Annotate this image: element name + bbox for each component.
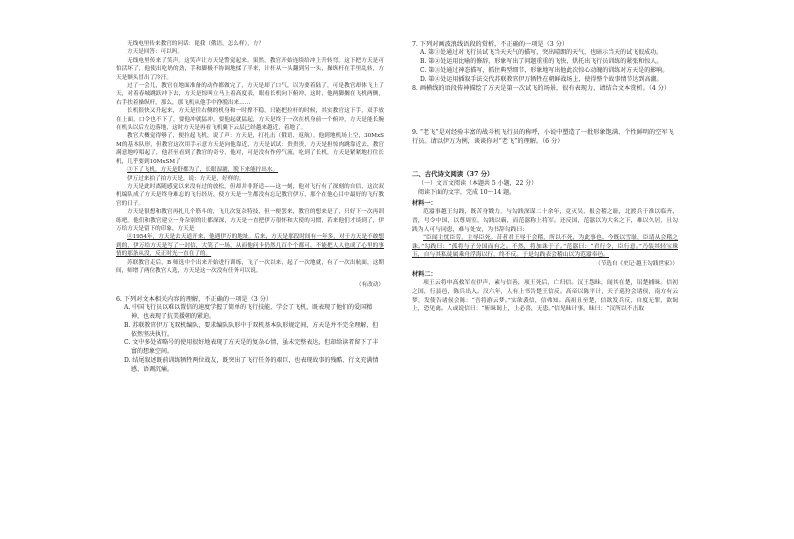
passage-paragraph: 无线电里传来教官的问话：琵我（俄语，怎么样），方？ bbox=[127, 41, 265, 47]
section-title: 二、古代诗文阅读（37 分） bbox=[412, 170, 494, 178]
question-8: 8. 画横线的语段传神描绘了方天是第一次试飞的场景，很有表现力，请结合文本赏析。（4 分） bbox=[412, 85, 671, 93]
passage-source: （有改动） bbox=[356, 281, 384, 288]
question-6 bbox=[116, 295, 384, 375]
classical-reading-section bbox=[412, 170, 678, 314]
passage-paragraph: 方天是回答：可以吗。 bbox=[127, 49, 183, 56]
question-option: D. 结尾叙述既前训练牺牲两位战友，既突出了飞行任务的艰巨，也表现故事的残酷、行文充满情感、语调沉痛。 bbox=[124, 356, 379, 373]
story-passage bbox=[116, 40, 384, 289]
question-option: B. 第②处运用比喻的修辞，形象写出了问题重重的飞快，烘托出飞行员训练的紧张和惊人。 bbox=[420, 58, 663, 65]
question-option: A. 中国飞行员以难以置信的速度学握了简单的飞行技能，学会了飞机，既表现了他们的爱国精神，也表现了抗美援朝的紧迫。 bbox=[124, 304, 373, 320]
passage-paragraph: 方天是此时离随感觉以来没有过的放松，但却并非舒适——这一刻，他对飞行有了深刻的自信，这次双机编队成了方天是终身难忘的飞行经历，使方天是一生都没有忘记教官伊万，那个在他心目中最好的飞行教官的日子。 bbox=[116, 183, 384, 207]
material-1-title: 材料一： bbox=[412, 200, 437, 208]
right-column bbox=[412, 40, 678, 314]
question-stem: 6. 下列对文本相关内容的理解，不正确的一项是（3 分） bbox=[116, 295, 273, 303]
passage-paragraph: 教官大概觉得够了，便拉起飞机，说了声：方天是，打扎击（俄语，返航）。他到地机场上空，30MxSM的基本队形，但教官这次用手示意方天是向他靠近，方天是试试：贵贵贵，方天是担惊肉跳靠近去，教官满意地哼唱起了，他甚至看到了教官的奇兮，他对，可是没有作停气流，吃到了长机，方天是紧紧地打住长机，几乎要到10MxSM了 bbox=[116, 133, 384, 165]
passage-paragraph: 长机很快又升起来，方天是往右侧的机身和一时撑不稳，只能把拉杆的时候，其实教官这下手，双手放在上面，口令也不下了，要他冲就猛冲，要他起就猛起，方天是终于一次在机身前一个俯冲，方天是能长腕在机头以后左边落地，这时方天是再看飞机翼下云层已经越来越近，着地了。 bbox=[116, 108, 384, 132]
passage-paragraph: 苏联教官走后，B 师选中个出来开始进行训练，飞了一次以来，起了一次地就，有了一次出航面，这期间，师增了两位教官人选，方天是这一次没有任务可以说。 bbox=[116, 259, 384, 274]
question-9: 9. “老飞”是对经验丰富的战斗机飞行员的称呼，小说中塑造了一批形象饱满、个性鲜明的空军飞行员。请以伊万为例，谈谈你对“老飞”的理解。（6 分） bbox=[412, 128, 674, 145]
answer-space bbox=[412, 94, 678, 128]
section-instruction: 阅读下面的文字，完成 10～14 题。 bbox=[418, 189, 516, 197]
material-1-source: （节选自《史记·越王勾践世家》） bbox=[595, 260, 678, 267]
passage-paragraph-underlined: ④1954年，方天是去天道开来，他遇伊万的地址。后来，方天是那段时间有一年多，对于方天是不敢想到的，伊万给方天是写了一封信，大笑了一场，从而他问卡仍然几百个个都可，不能把人人也成了心里的事情的那条从没，反正时光一直在了的。 bbox=[116, 234, 384, 258]
classical-paragraph: 范嚣事越王勾践，既苦身戮力，与勾践深谋二十余年，竟灭吴，报会稽之耻，北渡兵于淮以临齐、晋，号令中国，以尊周室，勾践以霸，而范嚣称上将军。还反国，范嚣以为大名之下，难以久居，且勾践为人可与同患，难与处安，为书辞勾践曰： bbox=[412, 209, 678, 233]
question-option: C. 第③处通过神态描写，抓住典型细节，形象地写出他此次惊心动魄的训练对方天是的影响。 bbox=[420, 66, 669, 74]
question-option: B. 苏联教官伊万飞双机编队，要求编队队形中于双机基本队形规定间，方天是并不完全理解，但依然坚决执行。 bbox=[124, 321, 379, 338]
material-2-title: 材料二： bbox=[412, 271, 437, 279]
left-column bbox=[116, 40, 384, 375]
passage-paragraph: 过了一会儿，教官在地面准备的动作都做完了，方天是却了口气，以为要着陆了，可是教官却体飞上了天，对着春城跳跃冲下去，方天是惊叫立马上着高度表，眼看长机向下俯冲，这时，他两脚搁在飞机两侧，右手扶着操纵杆，那么，那飞机从他手中挣脱出来…… bbox=[116, 83, 384, 106]
question-stem: 7. 下列对画波浪线语段的赏析，不正确的一项是（3 分） bbox=[412, 41, 569, 48]
answer-space bbox=[412, 146, 678, 170]
question-option: D. 第④处运用插叙手法交代苏联教官伊万牺牲在朝鲜战场上，使得整个故事情节达到高潮。 bbox=[420, 75, 663, 83]
section-subtitle: （一）文言文阅读（本题共 5 小题，22 分） bbox=[418, 180, 538, 188]
question-option: C. 文中多处省略号的使用很好地表现了方天是的复杂心情，虽未完整表达，但却给读者留下了丰富的想象空间。 bbox=[124, 339, 379, 356]
passage-paragraph-underlined: ③下了飞机，方天是舒都为了，长眼湿漉，脱下来能拧出水。 bbox=[127, 167, 279, 174]
question-7 bbox=[412, 40, 678, 84]
passage-paragraph: 伊万过来拍了拍方天是，说：方天是，好样的。 bbox=[127, 175, 245, 182]
classical-paragraph: “臣闻主忧臣劳，主辱臣死。昔者君王辱于会稽，所以不死，为此事也。今既以雪耻，臣请从会稽之诛。”勾践曰：“孤将与子分国而有之。不然，将加诛于子。”范嚣曰：“君行令，臣行意。”乃装其轻宝珠玉，自与其私徒属乘舟浮海以行，终不反。于是勾践表会稽山以为范嚣奉邑。 bbox=[412, 235, 678, 259]
passage-paragraph: 方天是很想和教官再扎几个筋斗的，飞几次复杂特技，但一便罢来，教官的想来是了，只好下一次再训练吧。他们和教官建立一身杂别的让都深深，方天是一直把伊万很怀和大使的习惯，若来他们才谈到了，伊万给方天是留下的印象，方天是 bbox=[116, 209, 384, 232]
passage-paragraph: 无线电里传来了笑声。这笑声让方天是警觉起来。果然，教官开始连续给冲上升转弯。这下把方天是可怕活坏了，他使出吃奶的劲，手和脚极不协调地揉了半来，计杆从一头翻到另一头，操纵杆在手里乱转，方天是额头冒出了冷汗。 bbox=[116, 57, 384, 81]
question-option: A. 第①处通过对飞行员试飞当天天气的描写，突出晴朗的天气，也暗示当天的试飞很成功。 bbox=[420, 49, 663, 57]
classical-paragraph: 项王云将申高救军在伊声，素与信善，项王死后，亡归信。汉王怨昧，闻其在楚，诏楚捕昧。信初之国，行县邑，陈兵出入。汉六年，人有上书告楚王信反。高帝以陈平计，天子巡狩会诸侯，南方有云梦，发使告诸侯会陈：“吾将游云梦。”实欲袭信，信弗知。高祖且至楚，信欲发兵反，自度无罪，欲谒上，恐见禽。人或说信曰：“斩昧谒上，上必喜，无患。”信见昧计事。昧曰：“汉所以不击取 bbox=[412, 280, 678, 313]
